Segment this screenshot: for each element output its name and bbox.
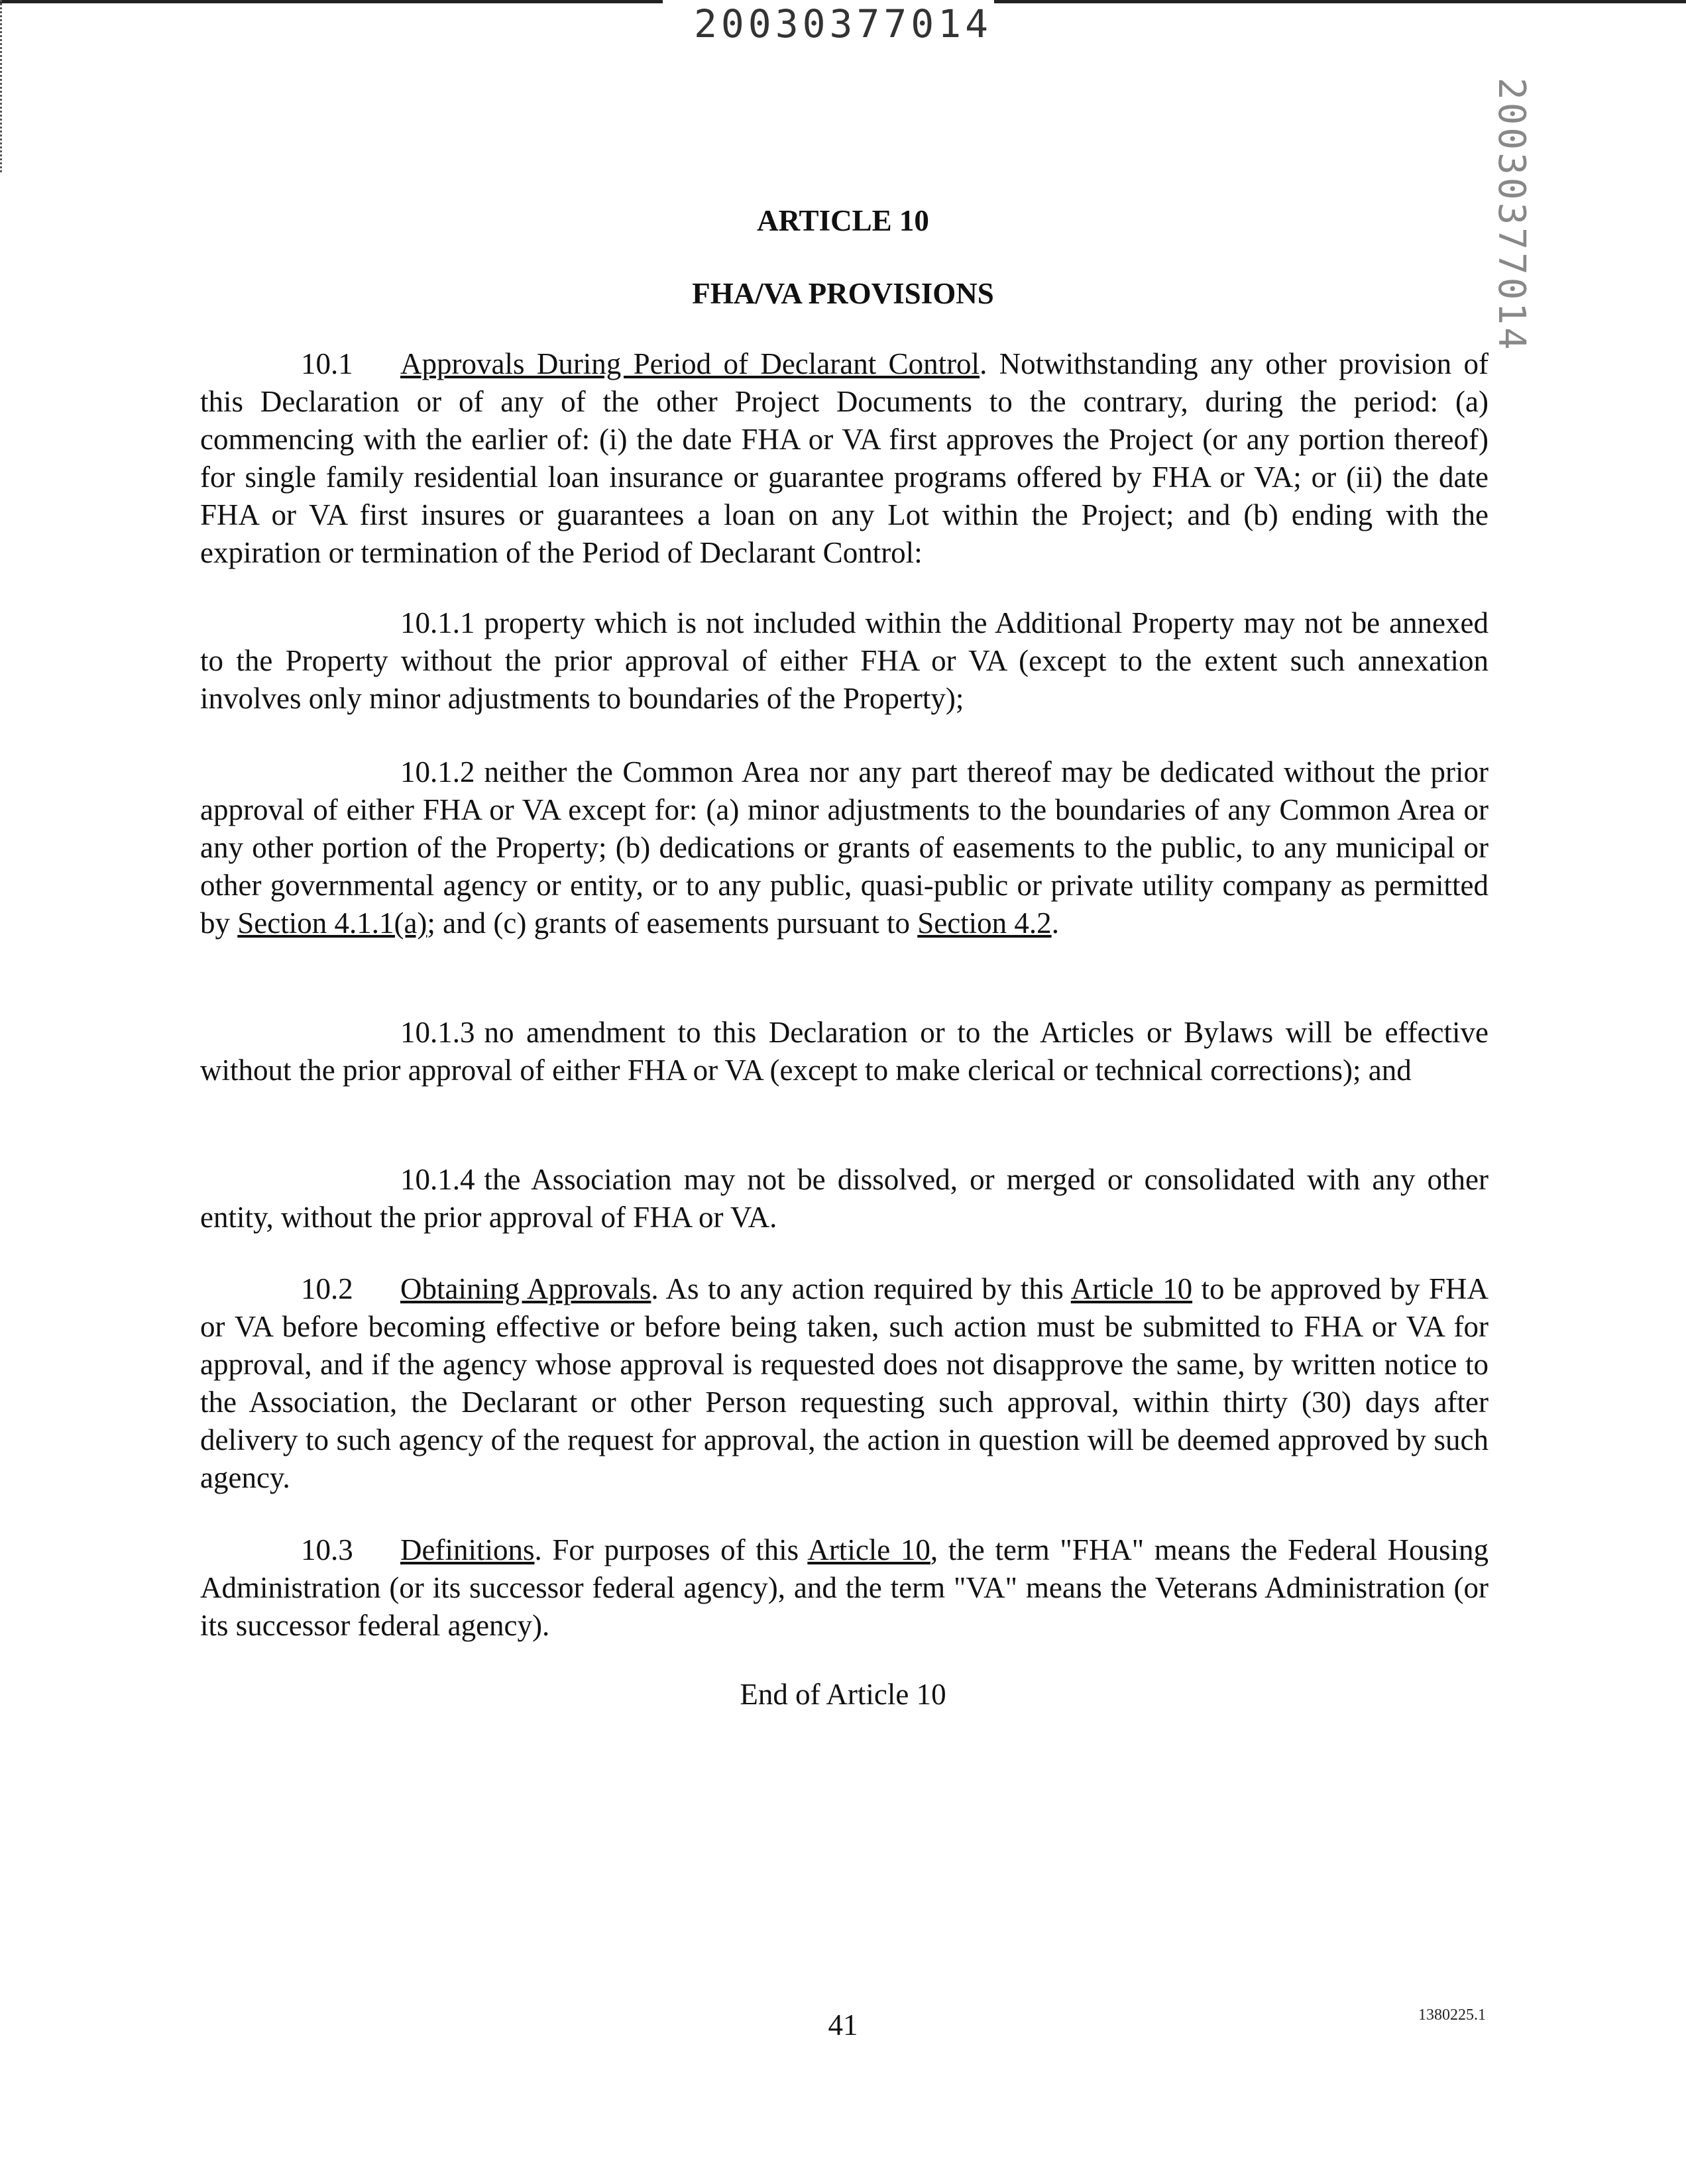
article-subtitle: FHA/VA PROVISIONS [692,277,994,310]
section-10-1 [200,345,1489,572]
section-body: to be approved by FHA or VA before becoming effective or before being taken, such action must be submitted to FHA or VA for approval, and if the agency whose approval is requested does not disapprove the same, by written notice to the Association, the Declarant or other Person requesting such approval, within thirty (30) days after delivery to such agency of the request for approval, the action in question will be deemed approved by such agency. [200,1272,1489,1494]
side-stamp: 20030377014 [1490,78,1533,353]
section-heading: Definitions [400,1533,535,1566]
section-number: 10.3 [301,1533,353,1566]
section-reference-link: Article 10 [1070,1272,1193,1305]
section-10-1-2 [200,753,1489,942]
page-number: 41 [828,2008,858,2042]
section-reference-link: Section 4.2 [917,906,1052,940]
footer-document-code: 1380225.1 [1418,2006,1486,2024]
document-number: 20030377014 [693,1,993,46]
section-10-2 [200,1270,1489,1497]
section-body: ; and (c) grants of easements pursuant to [427,906,918,940]
section-reference-link: Section 4.1.1(a) [237,906,427,940]
section-body: . As to any action required by this [651,1272,1071,1305]
section-body: property which is not included within the Additional Property may not be annexed to the Property without the prior approval of either FHA or VA (except to the extent such annexation involves only minor adjustments to boundaries of the Property); [200,606,1489,715]
article-title: ARTICLE 10 [757,204,929,237]
section-heading: Obtaining Approvals [400,1272,651,1305]
section-10-3 [200,1531,1489,1645]
section-number: 10.2 [301,1272,353,1305]
section-number: 10.1.2 [400,755,475,789]
section-10-1-1 [200,604,1489,718]
section-body: . [1051,906,1059,940]
section-body: . For purposes of this [534,1533,808,1566]
section-heading: Approvals During Period of Declarant Control [400,347,980,380]
end-of-article: End of Article 10 [740,1678,946,1711]
section-body: . Notwithstanding any other provision of this Declaration or of any of the other Project Documents to the contrary, during the period: (a) commencing with the earlier of: (i) the date FHA or VA first approves the Project (or any portion thereof) for single family residential loan insurance or guarantee programs offered by FHA or VA; or (ii) the date FHA or VA first insures or guarantees a loan on any Lot within the Project; and (b) ending with the expiration or termination of the Period of Declarant Control: [200,347,1489,569]
section-10-1-4 [200,1161,1489,1236]
section-body: no amendment to this Declaration or to the Articles or Bylaws will be effective without the prior approval of either FHA or VA (except to make clerical or technical corrections); and [200,1016,1489,1087]
section-body: , the term "FHA" means the Federal Housing Administration (or its successor federal agency), and the term "VA" means the Veterans Administration (or its successor federal agency). [200,1533,1489,1642]
section-number: 10.1 [301,347,353,380]
section-reference-link: Article 10 [807,1533,930,1566]
section-number: 10.1.1 [400,606,475,639]
section-body: neither the Common Area nor any part thereof may be dedicated without the prior approval of either FHA or VA except for: (a) minor adjustments to the boundaries of any Common Area or any other portion of the Property; (b) dedications or grants of easements to the public, to any municipal or other governmental agency or entity, or to any public, quasi-public or private utility company as permitted by [200,755,1489,940]
section-10-1-3 [200,1014,1489,1089]
section-number: 10.1.4 [400,1163,475,1196]
section-number: 10.1.3 [400,1016,475,1049]
section-body: the Association may not be dissolved, or merged or consolidated with any other entity, without the prior approval of FHA or VA. [200,1163,1489,1234]
